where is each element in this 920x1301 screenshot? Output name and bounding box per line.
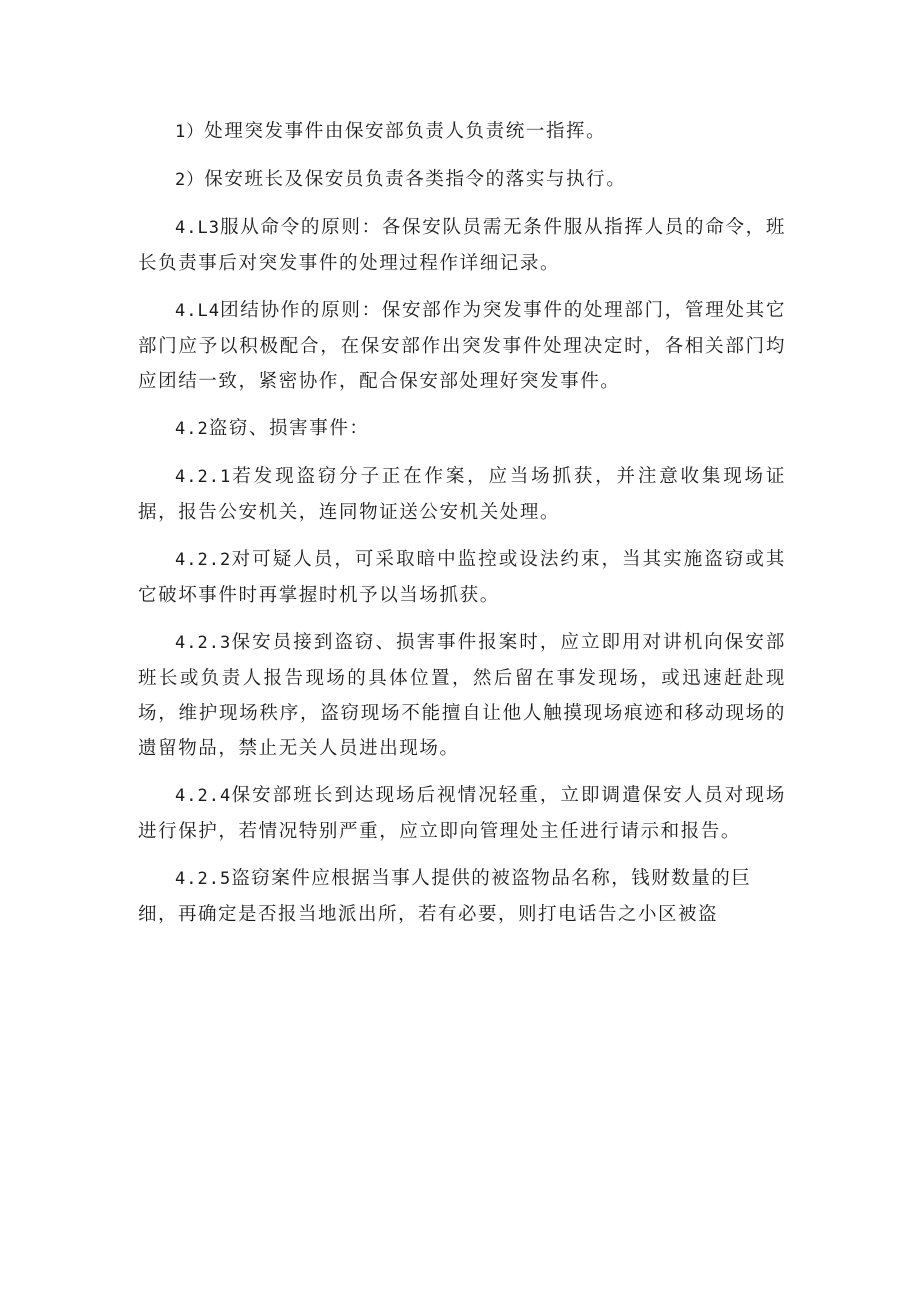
paragraph-4-2-5 [138,861,786,932]
paragraph-text: 保安部班长到达现场后视情况轻重，立即调遣保安人员对现场进行保护，若情况特别严重，应立即向管理处主任进行请示和报告。 [138,785,786,842]
document-body [138,114,786,944]
paragraph-4-l4 [138,293,786,399]
paragraph-number: 4.2 [175,419,209,439]
paragraph-text: 盗窃案件应根据当事人提供的被盗物品名称，钱财数量的巨细，再确定是否报当地派出所，若有必要，则打电话告之小区被盗 [138,868,752,925]
paragraph-number: 2） [175,170,205,190]
section-heading-4-2 [138,411,786,447]
paragraph-4-2-2 [138,542,786,613]
paragraph-2 [138,162,786,198]
paragraph-number: 4.2.5 [175,869,232,889]
paragraph-number: 1） [175,122,205,142]
paragraph-text: 保安员接到盗窃、损害事件报案时，应立即用对讲机向保安部班长或负责人报告现场的具体位置，然后留在事发现场，或迅速赶赴现场，维护现场秩序，盗窃现场不能擅自让他人触摸现场痕迹和移动现场的遗留物品，禁止无关人员进出现场。 [138,632,786,759]
paragraph-text: 保安班长及保安员负责各类指令的落实与执行。 [204,169,627,190]
paragraph-text: 处理突发事件由保安部负责人负责统一指挥。 [204,121,607,142]
paragraph-number: 4.2.1 [175,467,232,487]
paragraph-number: 4.2.3 [175,633,232,653]
paragraph-1 [138,114,786,150]
paragraph-number: 4.L4 [175,301,220,321]
paragraph-4-2-3 [138,625,786,766]
paragraph-4-2-4 [138,778,786,849]
paragraph-text: 对可疑人员，可采取暗中监控或设法约束，当其实施盗窃或其它破坏事件时再掌握时机予以当场抓获。 [138,549,786,606]
paragraph-number: 4.2.2 [175,550,232,570]
paragraph-number: 4.L3 [175,218,220,238]
paragraph-number: 4.2.4 [175,786,232,806]
paragraph-4-l3 [138,210,786,281]
paragraph-text: 盗窃、损害事件： [208,418,370,439]
paragraph-text: 服从命令的原则：各保安队员需无条件服从指挥人员的命令，班长负责事后对突发事件的处理过程作详细记录。 [138,217,786,274]
paragraph-text: 团结协作的原则：保安部作为突发事件的处理部门，管理处其它部门应予以积极配合，在保安部作出突发事件处理决定时，各相关部门均应团结一致，紧密协作，配合保安部处理好突发事件。 [138,300,786,392]
paragraph-4-2-1 [138,459,786,530]
paragraph-text: 若发现盗窃分子正在作案，应当场抓获，并注意收集现场证据，报告公安机关，连同物证送公安机关处理。 [138,466,786,523]
